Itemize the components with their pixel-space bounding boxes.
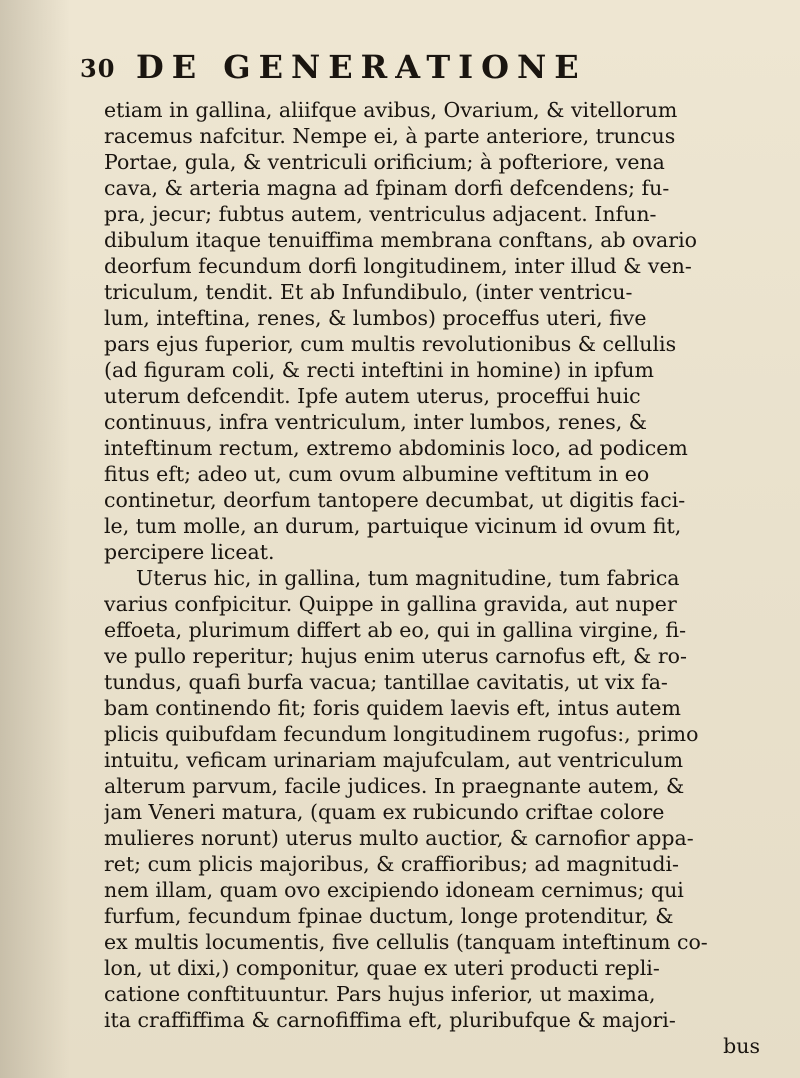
running-title: DE GENERATIONE bbox=[136, 48, 587, 86]
page-gutter-shadow bbox=[0, 0, 70, 1078]
paragraph-start-line: Uterus hic, in gallina, tum magnitudine, tum fabrica bbox=[136, 566, 680, 590]
text-line: ex multis locumentis, five cellulis (tanquam inteftinum co- bbox=[104, 930, 708, 954]
text-line: le, tum molle, an durum, partuique vicinum id ovum fit, bbox=[104, 514, 682, 538]
text-line: fitus eft; adeo ut, cum ovum albumine veftitum in eo bbox=[104, 462, 650, 486]
text-line: catione conftituuntur. Pars hujus inferior, ut maxima, bbox=[104, 982, 656, 1006]
page-header bbox=[80, 48, 720, 94]
catchword: bus bbox=[723, 1034, 760, 1058]
text-line: continuus, infra ventriculum, inter lumbos, renes, & bbox=[104, 410, 648, 434]
text-line: dibulum itaque tenuiffima membrana conftans, ab ovario bbox=[104, 228, 697, 252]
text-line: deorfum fecundum dorfi longitudinem, inter illud & ven- bbox=[104, 254, 692, 278]
text-line: effoeta, plurimum differt ab eo, qui in gallina virgine, fi- bbox=[104, 618, 687, 642]
text-line: lum, inteftina, renes, & lumbos) proceffus uteri, five bbox=[104, 306, 647, 330]
text-line: continetur, deorfum tantopere decumbat, ut digitis faci- bbox=[104, 488, 686, 512]
text-line: lon, ut dixi,) componitur, quae ex uteri producti repli- bbox=[104, 956, 660, 980]
text-line: intuitu, veficam urinariam majufculam, aut ventriculum bbox=[104, 748, 684, 772]
text-line: cava, & arteria magna ad fpinam dorfi defcendens; fu- bbox=[104, 176, 670, 200]
text-line: varius confpicitur. Quippe in gallina gravida, aut nuper bbox=[104, 592, 677, 616]
text-line: plicis quibufdam fecundum longitudinem rugofus:, primo bbox=[104, 722, 699, 746]
text-line: tundus, quafi burfa vacua; tantillae cavitatis, ut vix fa- bbox=[104, 670, 668, 694]
text-line: inteftinum rectum, extremo abdominis loco, ad podicem bbox=[104, 436, 688, 460]
text-line: Portae, gula, & ventriculi orificium; à pofteriore, vena bbox=[104, 150, 665, 174]
text-line: bam continendo fit; foris quidem laevis eft, intus autem bbox=[104, 696, 681, 720]
text-line: nem illam, quam ovo excipiendo idoneam cernimus; qui bbox=[104, 878, 684, 902]
text-line: ita craffiffima & carnofiffima eft, pluribufque & majori- bbox=[104, 1008, 676, 1032]
text-line: mulieres norunt) uterus multo auctior, & carnofior appa- bbox=[104, 826, 694, 850]
body-text bbox=[104, 97, 764, 1059]
text-line: pars ejus fuperior, cum multis revolutionibus & cellulis bbox=[104, 332, 677, 356]
text-line: jam Veneri matura, (quam ex rubicundo criftae colore bbox=[104, 800, 665, 824]
text-line: alterum parvum, facile judices. In praegnante autem, & bbox=[104, 774, 685, 798]
text-line: racemus nafcitur. Nempe ei, à parte anteriore, truncus bbox=[104, 124, 676, 148]
text-line: furfum, fecundum fpinae ductum, longe protenditur, & bbox=[104, 904, 674, 928]
text-line: uterum defcendit. Ipfe autem uterus, proceffui huic bbox=[104, 384, 641, 408]
text-line: ret; cum plicis majoribus, & craffioribus; ad magnitudi- bbox=[104, 852, 679, 876]
text-line: ve pullo reperitur; hujus enim uterus carnofus eft, & ro- bbox=[104, 644, 687, 668]
text-line: pra, jecur; fubtus autem, ventriculus adjacent. Infun- bbox=[104, 202, 657, 226]
text-line: triculum, tendit. Et ab Infundibulo, (inter ventricu- bbox=[104, 280, 633, 304]
text-line: (ad figuram coli, & recti inteftini in homine) in ipfum bbox=[104, 358, 654, 382]
text-line: percipere liceat. bbox=[104, 540, 275, 564]
page-number: 30 bbox=[80, 54, 116, 83]
text-line: etiam in gallina, aliifque avibus, Ovarium, & vitellorum bbox=[104, 98, 678, 122]
